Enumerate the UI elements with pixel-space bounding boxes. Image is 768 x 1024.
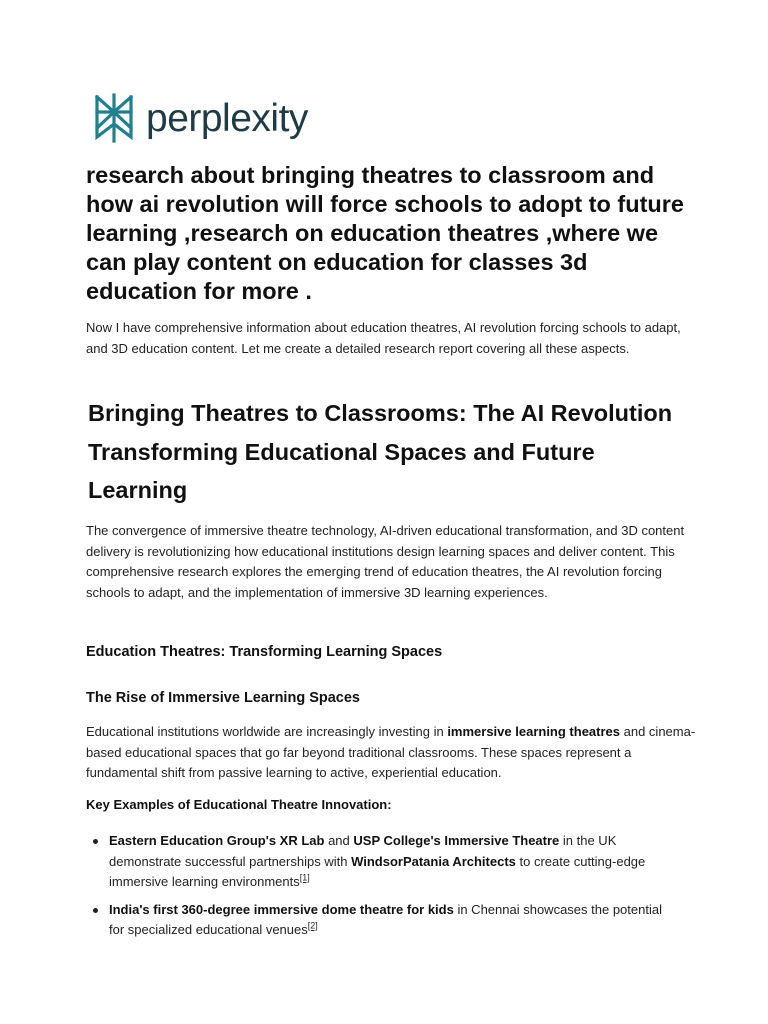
text: in the UK demonstrate successful partnerships with bbox=[109, 833, 617, 869]
perplexity-logo bbox=[92, 92, 308, 144]
rise-text-1: Educational institutions worldwide are increasingly investing in bbox=[86, 724, 448, 739]
section-heading: Education Theatres: Transforming Learning Spaces bbox=[86, 644, 443, 660]
subsection-heading: The Rise of Immersive Learning Spaces bbox=[86, 690, 360, 706]
bold-text: India's first 360-degree immersive dome theatre for kids bbox=[109, 901, 454, 917]
key-examples-label: Key Examples of Educational Theatre Innovation: bbox=[86, 797, 392, 812]
bold-text: USP College's Immersive Theatre bbox=[353, 833, 560, 848]
perplexity-logo-icon bbox=[92, 92, 136, 144]
citation-link[interactable]: [1] bbox=[299, 872, 310, 883]
text: to create cutting-edge immersive learning environments bbox=[109, 853, 646, 889]
examples-list bbox=[86, 831, 676, 948]
citation-link[interactable]: [2] bbox=[307, 920, 318, 931]
bullet-dot-icon bbox=[93, 839, 98, 844]
query-heading: research about bringing theatres to classroom and how ai revolution will force schools to adopt to future learning ,research on education theatres ,where we can play content on education for classes 3d education for more . bbox=[86, 162, 684, 304]
rise-paragraph bbox=[86, 722, 696, 784]
rise-text-2: and cinema-based educational spaces that go far beyond traditional classrooms. These spaces represent a fundamental shift from passive learning to active, experiential education. bbox=[86, 724, 696, 780]
bullet-dot-icon bbox=[93, 908, 98, 913]
rise-bold: immersive learning theatres bbox=[447, 724, 621, 739]
list-item bbox=[86, 831, 676, 893]
brand-name: perplexity bbox=[146, 96, 308, 140]
bold-text: WindsorPatania Architects bbox=[351, 853, 516, 869]
report-title: Bringing Theatres to Classrooms: The AI Revolution Transforming Educational Spaces and Future Learning bbox=[88, 400, 673, 503]
intro-paragraph: Now I have comprehensive information about education theatres, AI revolution forcing schools to adapt, and 3D education content. Let me create a detailed research report covering all these aspects. bbox=[86, 320, 681, 356]
bold-text: Eastern Education Group's XR Lab bbox=[109, 833, 325, 848]
overview-paragraph: The convergence of immersive theatre technology, AI-driven educational transformation, and 3D content delivery is revolutionizing how educational institutions design learning spaces and deliver content. This comprehensive research explores the emerging trend of education theatres, the AI revolution forcing schools to adapt, and the implementation of immersive 3D learning experiences. bbox=[86, 523, 685, 600]
list-item bbox=[86, 900, 676, 941]
text: in Chennai showcases the potential for specialized educational venues bbox=[109, 901, 662, 937]
text: and bbox=[324, 833, 354, 848]
